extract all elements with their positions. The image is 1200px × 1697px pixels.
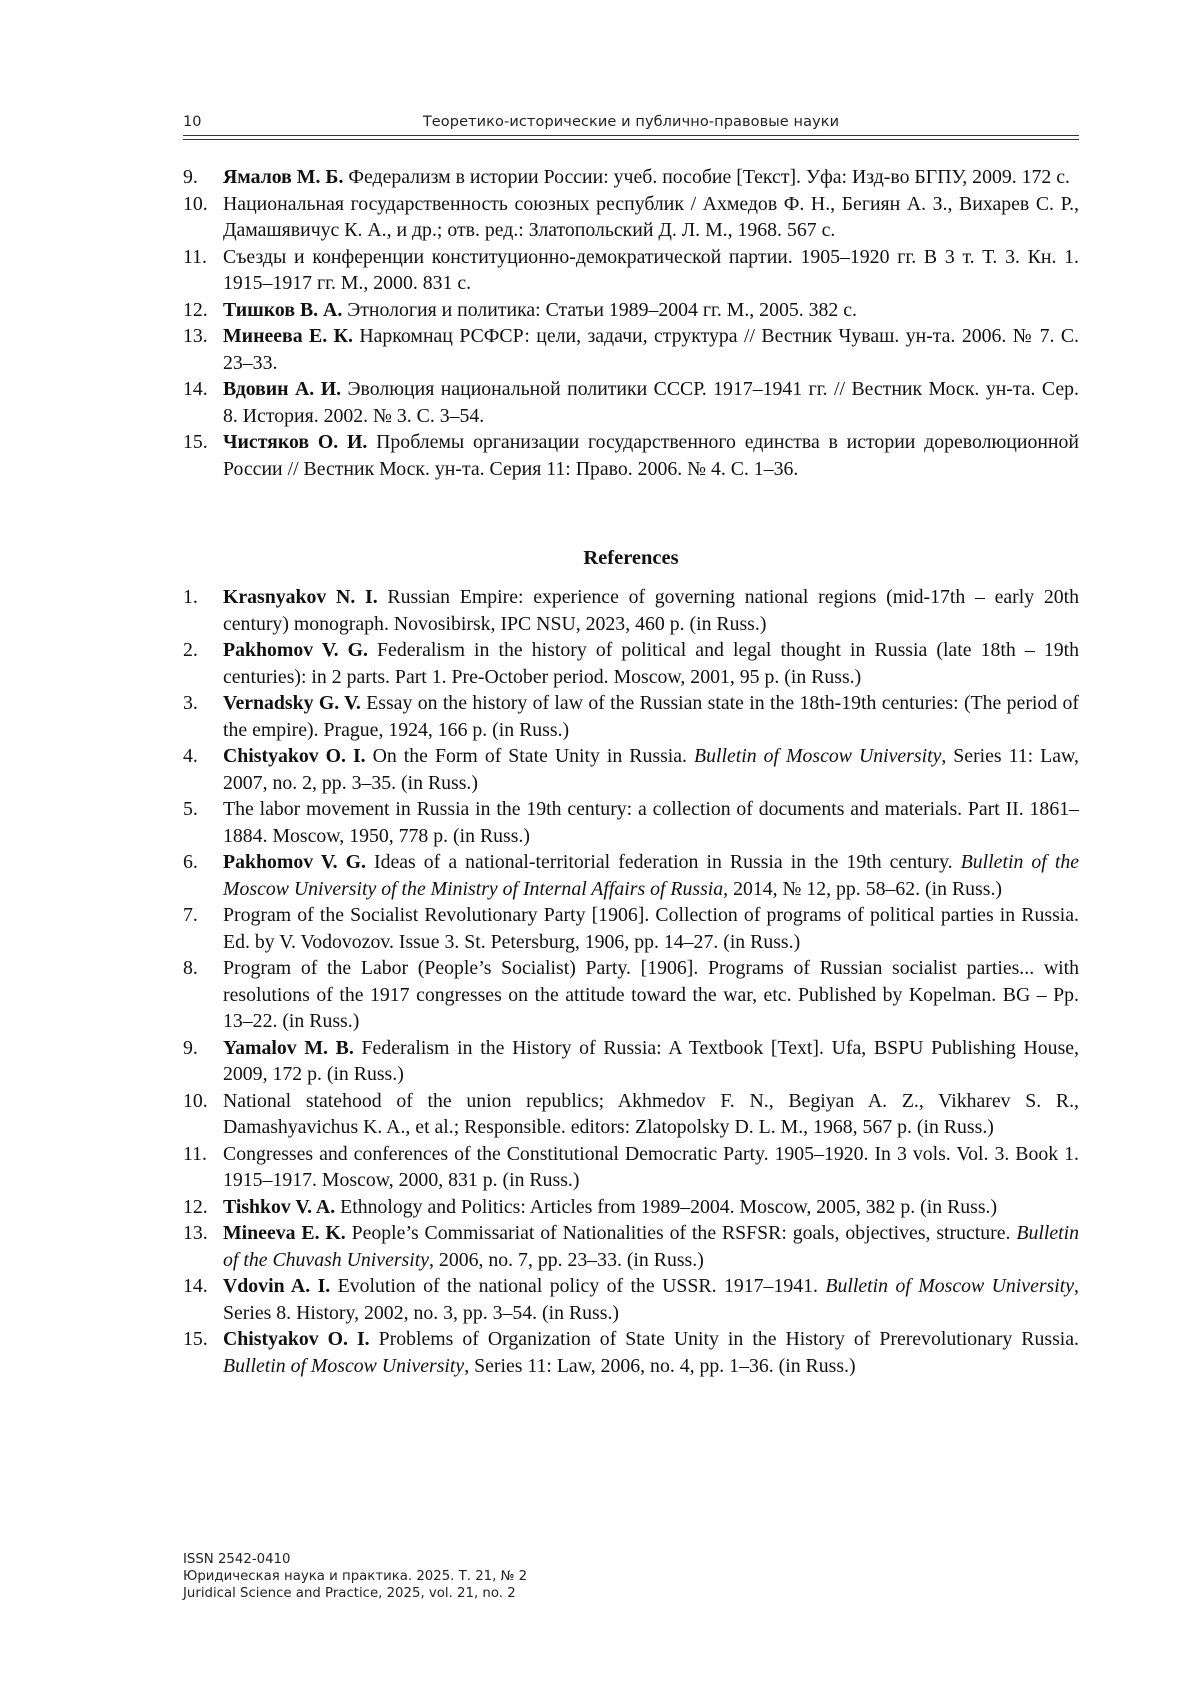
reference-item	[183, 690, 1079, 743]
reference-item	[183, 637, 1079, 690]
reference-details: 2014, № 12, pp. 58–62. (in Russ.)	[728, 877, 1002, 900]
reference-item	[183, 955, 1079, 1035]
reference-number: 1.	[183, 586, 198, 608]
reference-author: Чистяков О. И.	[223, 431, 368, 453]
reference-number: 15.	[183, 1328, 208, 1350]
reference-text: On the Form of State Unity in Russia.	[365, 745, 694, 767]
reference-author: Vdovin A. I.	[223, 1275, 331, 1297]
reference-number: 15.	[183, 431, 208, 453]
journal-section-title: Теоретико-исторические и публично-правовые науки	[422, 114, 840, 130]
reference-author: Tishkov V. A.	[223, 1195, 336, 1218]
reference-text: Ideas of a national-territorial federation in Russia in the 19th century.	[365, 851, 961, 873]
reference-text: Russian Empire: experience of governing national regions (mid-17th – early 20th century) monograph. Novosibirsk, IPC NSU, 2023, 460 p. (in Russ.)	[223, 586, 1079, 635]
reference-author: Chistyakov O. I.	[223, 745, 366, 767]
reference-number: 7.	[183, 904, 198, 926]
reference-number: 11.	[183, 245, 207, 268]
reference-item	[183, 1273, 1079, 1326]
references-heading: References	[583, 547, 679, 569]
page-footer	[183, 1551, 527, 1602]
reference-item	[183, 1194, 1079, 1221]
reference-number: 10.	[183, 192, 208, 215]
reference-number: 12.	[183, 298, 208, 321]
reference-author: Chistyakov O. I.	[223, 1328, 370, 1350]
reference-number: 9.	[183, 1036, 198, 1059]
reference-item	[183, 902, 1079, 955]
reference-text: Congresses and conferences of the Constitutional Democratic Party. 1905–1920. In 3 vols. Vol. 3. Book 1. 1915–1917. Moscow, 2000, 831 p. (in Russ.)	[223, 1142, 1079, 1191]
reference-journal: Bulletin of Moscow University	[694, 745, 942, 767]
journal-citation-ru: Юридическая наука и практика. 2025. Т. 21, № 2	[183, 1569, 528, 1584]
reference-number: 3.	[183, 692, 198, 714]
reference-author: Yamalov M. B.	[223, 1036, 354, 1059]
reference-author: Pakhomov V. G.	[223, 851, 366, 873]
reference-author: Mineeva E. K.	[223, 1222, 346, 1244]
reference-item	[183, 1220, 1079, 1273]
reference-number: 10.	[183, 1089, 208, 1112]
reference-text: The labor movement in Russia in the 19th century: a collection of documents and materials. Part II. 1861–1884. Moscow, 1950, 778 p. (in Russ.)	[223, 798, 1079, 847]
reference-author: Pakhomov V. G.	[223, 639, 368, 661]
reference-text: Съезды и конференции конституционно-демократической партии. 1905–1920 гг. В 3 т. Т. 3. Кн. 1. 1915–1917 гг. М., 2000. 831 с.	[223, 245, 1079, 294]
reference-journal: Bulletin of the Moscow University of the Ministry of Internal Affairs of Russia,	[223, 851, 1080, 900]
reference-author: Krasnyakov N. I.	[223, 586, 378, 608]
reference-number: 14.	[183, 378, 208, 400]
reference-number: 13.	[183, 325, 208, 347]
reference-text: Federalism in the history of political and legal thought in Russia (late 18th – 19th centuries): in 2 parts. Part 1. Pre-October period. Moscow, 2001, 95 p. (in Russ.)	[223, 639, 1079, 688]
reference-item	[183, 1088, 1079, 1141]
reference-item	[183, 1035, 1079, 1088]
reference-text: National statehood of the union republics; Akhmedov F. N., Begiyan A. Z., Vikharev S. R., Damashyavichus K. A., et al.; Responsible. editors: Zlatopolsky D. L. M., 1968, 567 p. (in Russ.)	[223, 1089, 1079, 1138]
reference-number: 4.	[183, 745, 198, 767]
reference-text: Наркомнац РСФСР: цели, задачи, структура // Вестник Чуваш. ун-та. 2006. № 7. С. 23–33.	[223, 325, 1079, 374]
reference-text: Федерализм в истории России: учеб. пособие [Текст]. Уфа: Изд-во БГПУ, 2009. 172 с.	[343, 166, 1070, 188]
reference-details: , Series 8. History, 2002, no. 3, pp. 3–54. (in Russ.)	[223, 1275, 1079, 1324]
issn: ISSN 2542-0410	[183, 1552, 291, 1567]
reference-item	[183, 297, 1079, 324]
header-rule-thick	[183, 135, 1079, 136]
reference-item	[183, 1141, 1079, 1194]
reference-author: Минеева Е. К.	[223, 325, 353, 347]
reference-number: 6.	[183, 851, 198, 873]
reference-author: Тишков В. А.	[223, 298, 343, 321]
reference-number: 12.	[183, 1195, 208, 1218]
reference-item	[183, 244, 1079, 297]
reference-item	[183, 1326, 1079, 1379]
reference-details: , Series 11: Law, 2007, no. 2, pp. 3–35. (in Russ.)	[223, 745, 1079, 794]
reference-item	[183, 796, 1079, 849]
journal-citation-en: Juridical Science and Practice, 2025, vol. 21, no. 2	[183, 1586, 516, 1601]
reference-text: Проблемы организации государственного единства в истории дореволюционной России // Вестник Моск. ун-та. Серия 11: Право. 2006. № 4. С. 1–36.	[223, 431, 1079, 480]
russian-references-list	[183, 164, 1079, 482]
reference-number: 13.	[183, 1222, 208, 1244]
reference-item	[183, 164, 1079, 191]
reference-item	[183, 584, 1079, 637]
running-head	[183, 114, 1079, 136]
reference-text: Federalism in the History of Russia: A Textbook [Text]. Ufa, BSPU Publishing House, 2009, 172 p. (in Russ.)	[223, 1036, 1079, 1085]
reference-number: 5.	[183, 798, 198, 820]
reference-text: Evolution of the national policy of the USSR. 1917–1941.	[330, 1275, 826, 1297]
reference-text: Эволюция национальной политики СССР. 1917–1941 гг. // Вестник Моск. ун-та. Сер. 8. История. 2002. № 3. С. 3–54.	[223, 378, 1079, 427]
reference-item	[183, 743, 1079, 796]
reference-number: 11.	[183, 1142, 207, 1165]
reference-text: Essay on the history of law of the Russian state in the 18th-19th centuries: (The period of the empire). Prague, 1924, 166 p. (in Russ.)	[223, 692, 1080, 741]
reference-number: 14.	[183, 1275, 208, 1297]
reference-number: 2.	[183, 639, 198, 661]
reference-text: Program of the Labor (People’s Socialist) Party. [1906]. Programs of Russian socialist parties... with resolutions of the 1917 congresses on the attitude toward the war, etc. Published by Kopelman. BG – Pp. 13–22. (in Russ.)	[223, 957, 1079, 1032]
reference-author: Vernadsky G. V.	[223, 692, 361, 714]
reference-text: Program of the Socialist Revolutionary Party [1906]. Collection of programs of political parties in Russia. Ed. by V. Vodovozov. Issue 3. St. Petersburg, 1906, pp. 14–27. (in Russ.)	[223, 904, 1079, 953]
reference-journal: Bulletin of the Chuvash University	[223, 1222, 1079, 1271]
reference-item	[183, 429, 1079, 482]
reference-author: Ямалов М. Б.	[223, 166, 344, 188]
reference-item	[183, 191, 1079, 244]
reference-details: , 2006, no. 7, pp. 23–33. (in Russ.)	[429, 1248, 704, 1271]
reference-text: People’s Commissariat of Nationalities of the RSFSR: goals, objectives, structure.	[345, 1222, 1017, 1244]
reference-item	[183, 323, 1079, 376]
reference-text: Ethnology and Politics: Articles from 1989–2004. Moscow, 2005, 382 p. (in Russ.)	[335, 1195, 998, 1218]
reference-number: 8.	[183, 957, 198, 979]
reference-text: Этнология и политика: Статьи 1989–2004 гг. М., 2005. 382 с.	[342, 298, 857, 321]
reference-text: Национальная государственность союзных республик / Ахмедов Ф. Н., Бегиян А. З., Вихарев С. Р., Дамашявичус К. А., и др.; отв. ред.: Златопольский Д. Л. М., 1968. 567 с.	[223, 192, 1079, 241]
reference-author: Вдовин А. И.	[223, 378, 342, 400]
reference-journal: Bulletin of Moscow University	[223, 1354, 465, 1377]
reference-text: Problems of Organization of State Unity in the History of Prerevolutionary Russia.	[369, 1328, 1080, 1350]
page-number: 10	[183, 114, 202, 130]
reference-item	[183, 376, 1079, 429]
reference-journal: Bulletin of Moscow University	[825, 1275, 1075, 1297]
reference-number: 9.	[183, 166, 198, 188]
reference-details: , Series 11: Law, 2006, no. 4, pp. 1–36. (in Russ.)	[464, 1354, 856, 1377]
english-references-list	[183, 584, 1079, 1379]
header-rule-thin	[183, 139, 1079, 140]
reference-item	[183, 849, 1079, 902]
